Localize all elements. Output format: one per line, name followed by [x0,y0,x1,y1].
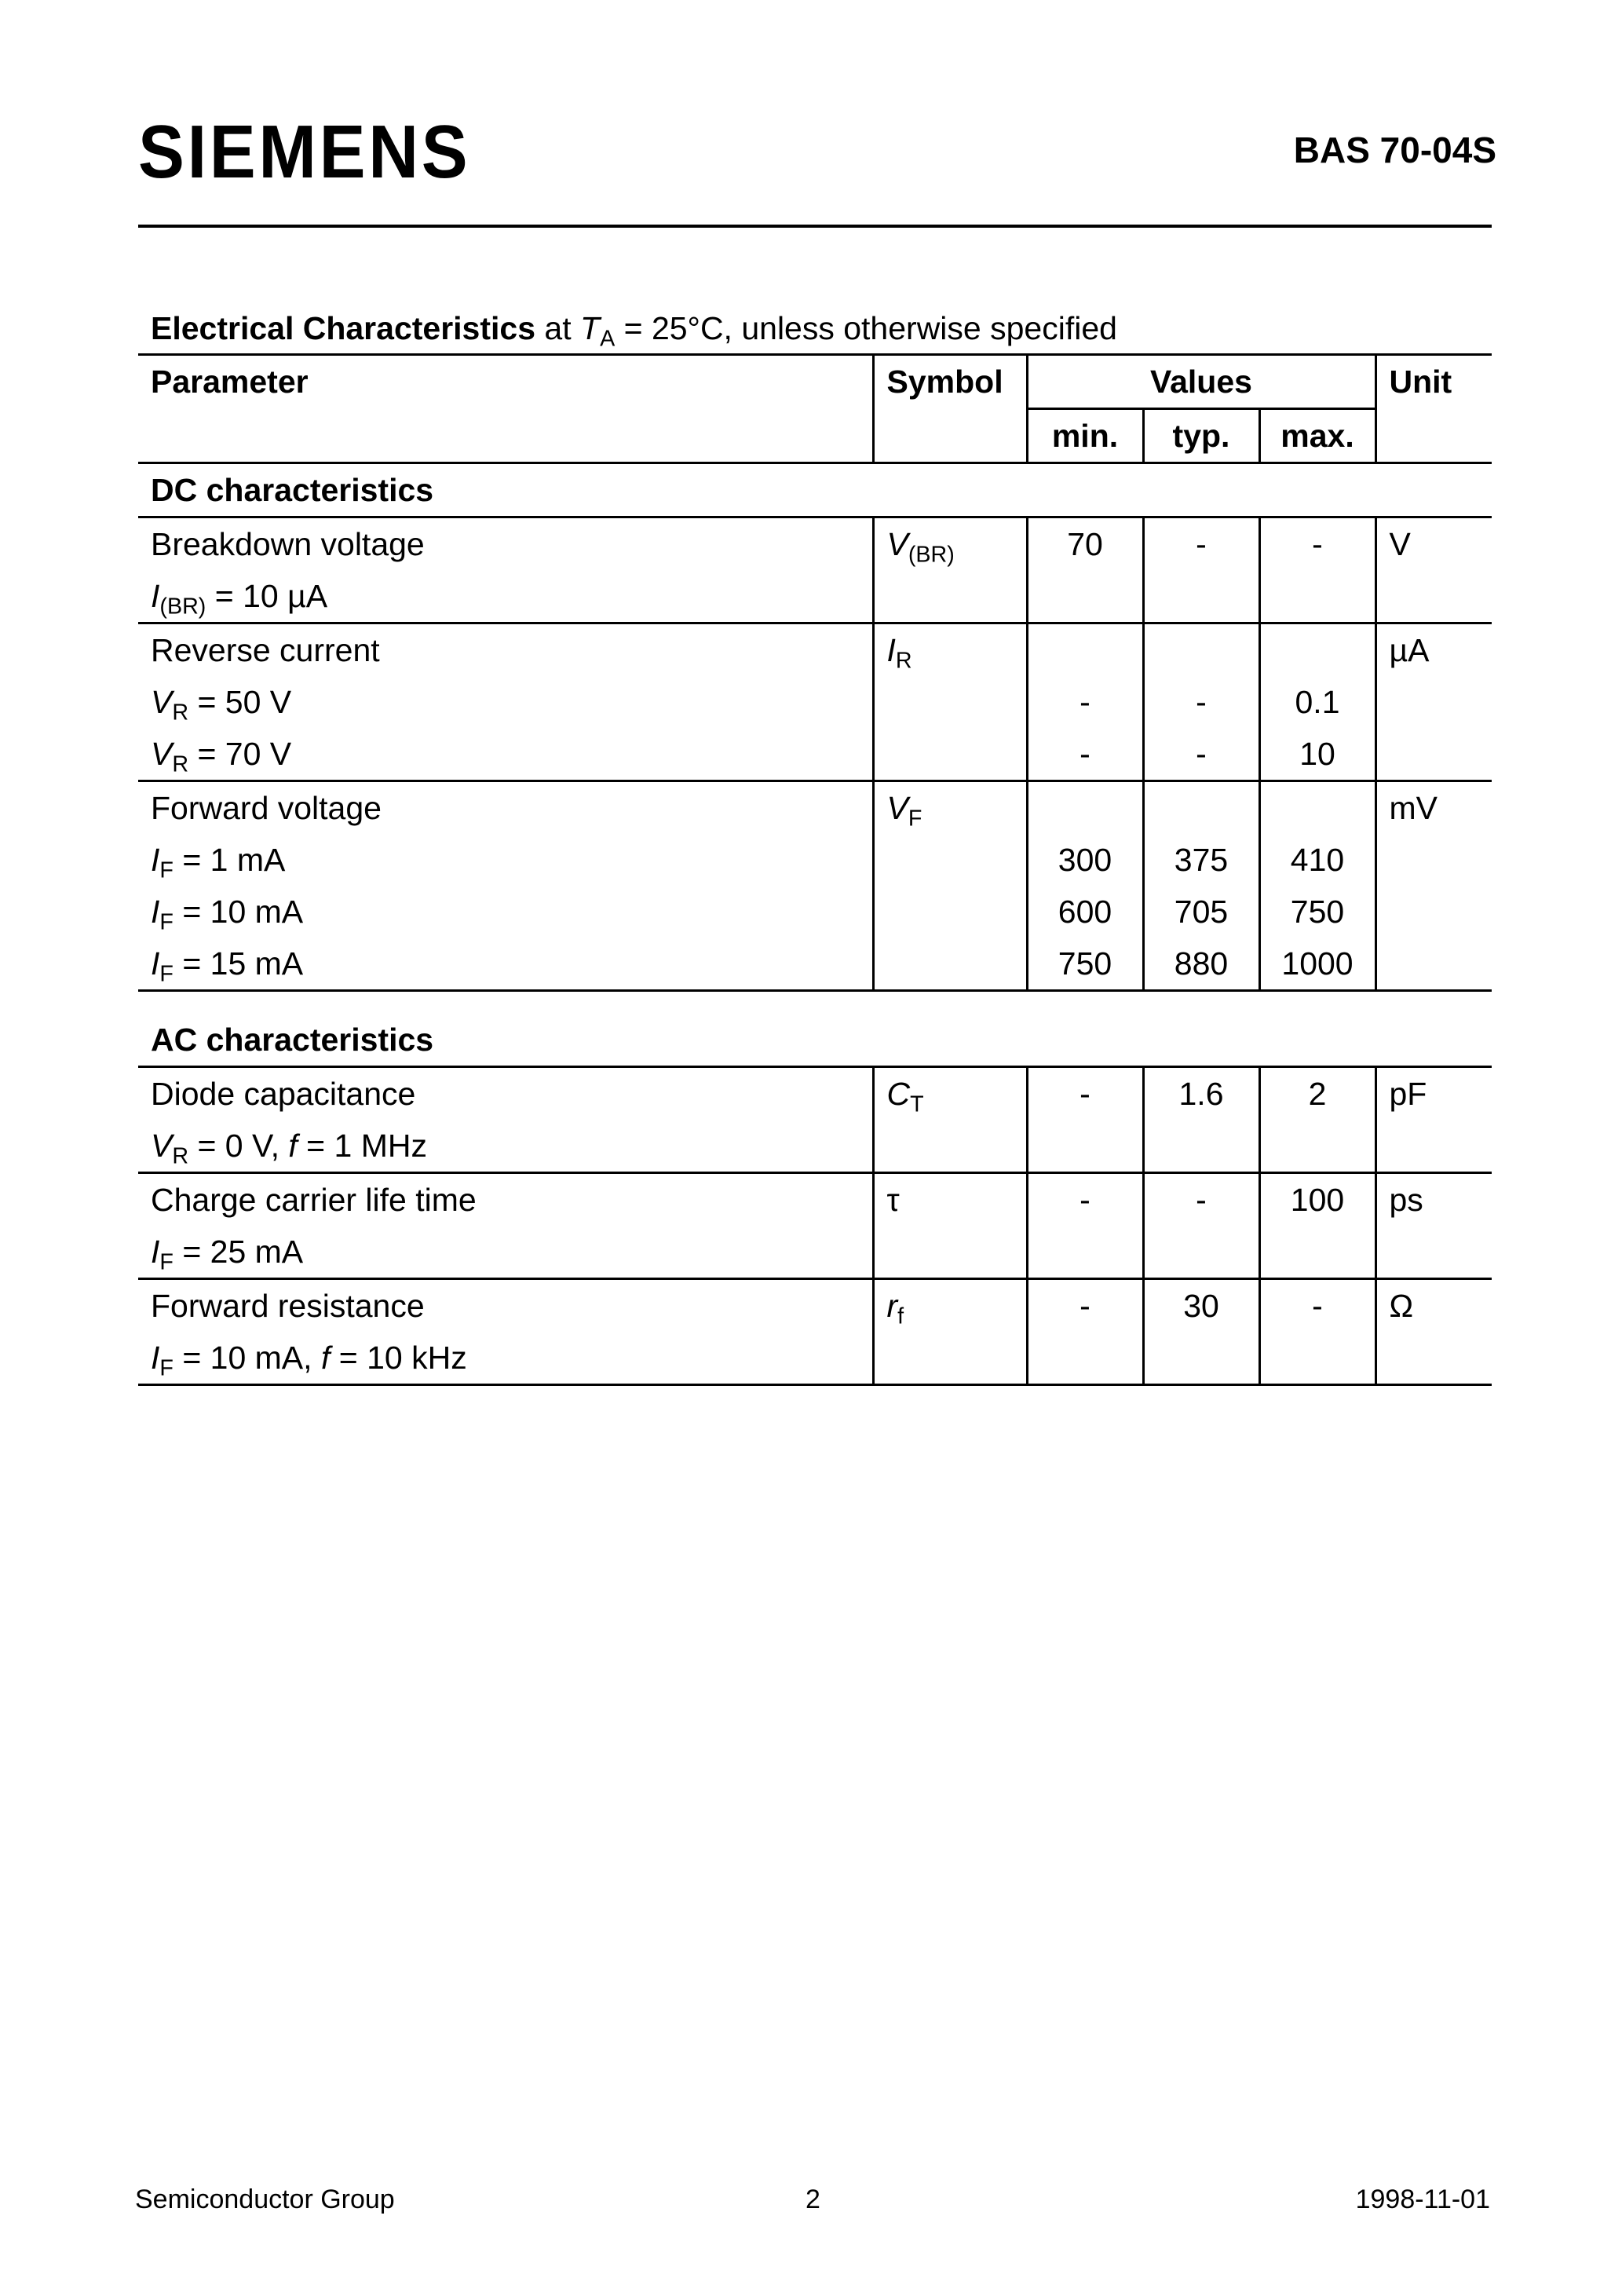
caption-at: at [544,310,572,346]
param-name: Charge carrier life time [151,1182,477,1218]
symbol-forward: $V_F$ [873,781,1027,991]
param-condition: $I_{(BR)} = 10$ µA [151,578,328,620]
symbol-reverse: $I_R$ [873,623,1027,781]
param-name: Reverse current [151,632,380,668]
table-caption [151,310,1117,352]
caption-ta-sub: A [600,326,616,352]
max-value: 2 [1259,1067,1375,1173]
header-parameter: Parameter [138,355,873,463]
unit-value: pF [1375,1067,1492,1173]
caption-title: Electrical Characteristics [151,310,535,346]
siemens-logo: SIEMENS [138,110,471,194]
min-value: 70 [1027,517,1143,623]
typ-value: 30 [1143,1279,1259,1385]
footer-group: Semiconductor Group [135,2184,395,2214]
param-condition: $I_F = 1$ mA [151,842,286,883]
min-value: - [1027,1173,1143,1279]
section-row-dc [138,463,1492,517]
typ-value: - [1143,517,1259,623]
param-name: Breakdown voltage [151,526,425,562]
footer-page-number: 2 [806,2184,820,2214]
param-forward [138,781,873,991]
param-condition: $V_R = 50$ V [151,684,292,726]
param-reverse [138,623,873,781]
min-value: - - [1027,623,1143,781]
header-divider [138,225,1492,228]
param-name: Forward resistance [151,1288,425,1324]
table-row-forward [138,781,1492,991]
section-row-ac [138,1014,1492,1067]
param-name: Forward voltage [151,790,382,826]
table-row-breakdown [138,517,1492,623]
header-symbol: Symbol [873,355,1027,463]
param-condition: $V_R = 70$ V [151,736,292,777]
param-capacitance [138,1067,873,1173]
typ-value: 1.6 [1143,1067,1259,1173]
max-value: 0.1 10 [1259,623,1375,781]
symbol-breakdown: $V_{(BR)}$ [873,517,1027,623]
param-condition: $V_R = 0$ V, f = 1 MHz [151,1128,427,1169]
max-value: - [1259,1279,1375,1385]
header-max: max. [1259,409,1375,463]
footer-date: 1998-11-01 [1355,2184,1490,2214]
min-value: - [1027,1067,1143,1173]
min-value: 300 600 750 [1027,781,1143,991]
max-value: - [1259,517,1375,623]
param-name: Diode capacitance [151,1076,416,1112]
param-breakdown [138,517,873,623]
param-condition: $I_F = 10$ mA, f = 10 kHz [151,1340,467,1381]
table-row-lifetime [138,1173,1492,1279]
electrical-characteristics-table [138,353,1492,1386]
table-row-resistance [138,1279,1492,1385]
header-min: min. [1027,409,1143,463]
typ-value: 375 705 880 [1143,781,1259,991]
header-values: Values [1027,355,1375,409]
symbol-lifetime: τ [873,1173,1027,1279]
section-gap [138,991,1492,1015]
max-value: 410 750 1000 [1259,781,1375,991]
header-row [138,355,1492,409]
table-row-capacitance [138,1067,1492,1173]
table-row-reverse [138,623,1492,781]
header-unit: Unit [1375,355,1492,463]
part-number: BAS 70-04S [1293,130,1496,170]
typ-value: - [1143,1173,1259,1279]
caption-ta-symbol: T [580,310,601,346]
param-condition: $I_F = 25$ mA [151,1234,304,1275]
param-condition: $I_F = 10$ mA [151,894,304,935]
param-resistance [138,1279,873,1385]
max-value: 100 [1259,1173,1375,1279]
unit-value: ps [1375,1173,1492,1279]
header-typ: typ. [1143,409,1259,463]
unit-value: µA [1375,623,1492,781]
unit-value: V [1375,517,1492,623]
min-value: - [1027,1279,1143,1385]
typ-value: - - [1143,623,1259,781]
symbol-resistance: $r_f$ [873,1279,1027,1385]
param-condition: $I_F = 15$ mA [151,945,304,987]
unit-value: mV [1375,781,1492,991]
section-ac-label: AC characteristics [138,1014,1492,1067]
symbol-capacitance: $C_T$ [873,1067,1027,1173]
section-dc-label: DC characteristics [138,463,1492,517]
unit-value: Ω [1375,1279,1492,1385]
param-lifetime [138,1173,873,1279]
caption-condition: = 25°C, unless otherwise specified [623,310,1117,346]
